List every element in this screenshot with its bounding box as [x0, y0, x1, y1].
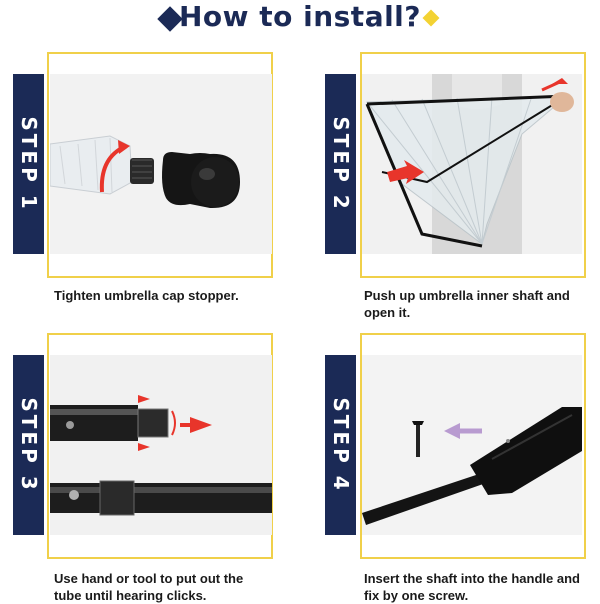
handle-screw-illustration — [362, 355, 582, 535]
step-1-photo — [50, 74, 272, 254]
page-title: How to install? — [178, 0, 422, 33]
step-4-tab — [322, 355, 356, 535]
step-1-caption: Tighten umbrella cap stopper. — [54, 288, 239, 303]
step-1-label: STEP 1 — [16, 116, 41, 212]
step-2-tab — [322, 74, 356, 254]
step-3-label: STEP 3 — [16, 397, 41, 493]
step-2-caption: Push up umbrella inner shaft and open it. — [364, 288, 570, 320]
step-1-tab — [10, 74, 44, 254]
umbrella-cap-illustration — [50, 74, 272, 254]
step-4-label: STEP 4 — [328, 397, 353, 493]
header — [0, 0, 600, 40]
step-2-photo — [362, 74, 582, 254]
step-3-caption: Use hand or tool to put out the tube until hearing clicks. — [54, 571, 244, 603]
open-umbrella-illustration — [362, 74, 582, 254]
step-3-tab — [10, 355, 44, 535]
step-3-photo — [50, 355, 272, 535]
step-4-photo — [362, 355, 582, 535]
step-2-label: STEP 2 — [328, 116, 353, 212]
shaft-tube-illustration — [50, 355, 272, 535]
step-4-caption: Insert the shaft into the handle and fix by one screw. — [364, 571, 580, 603]
